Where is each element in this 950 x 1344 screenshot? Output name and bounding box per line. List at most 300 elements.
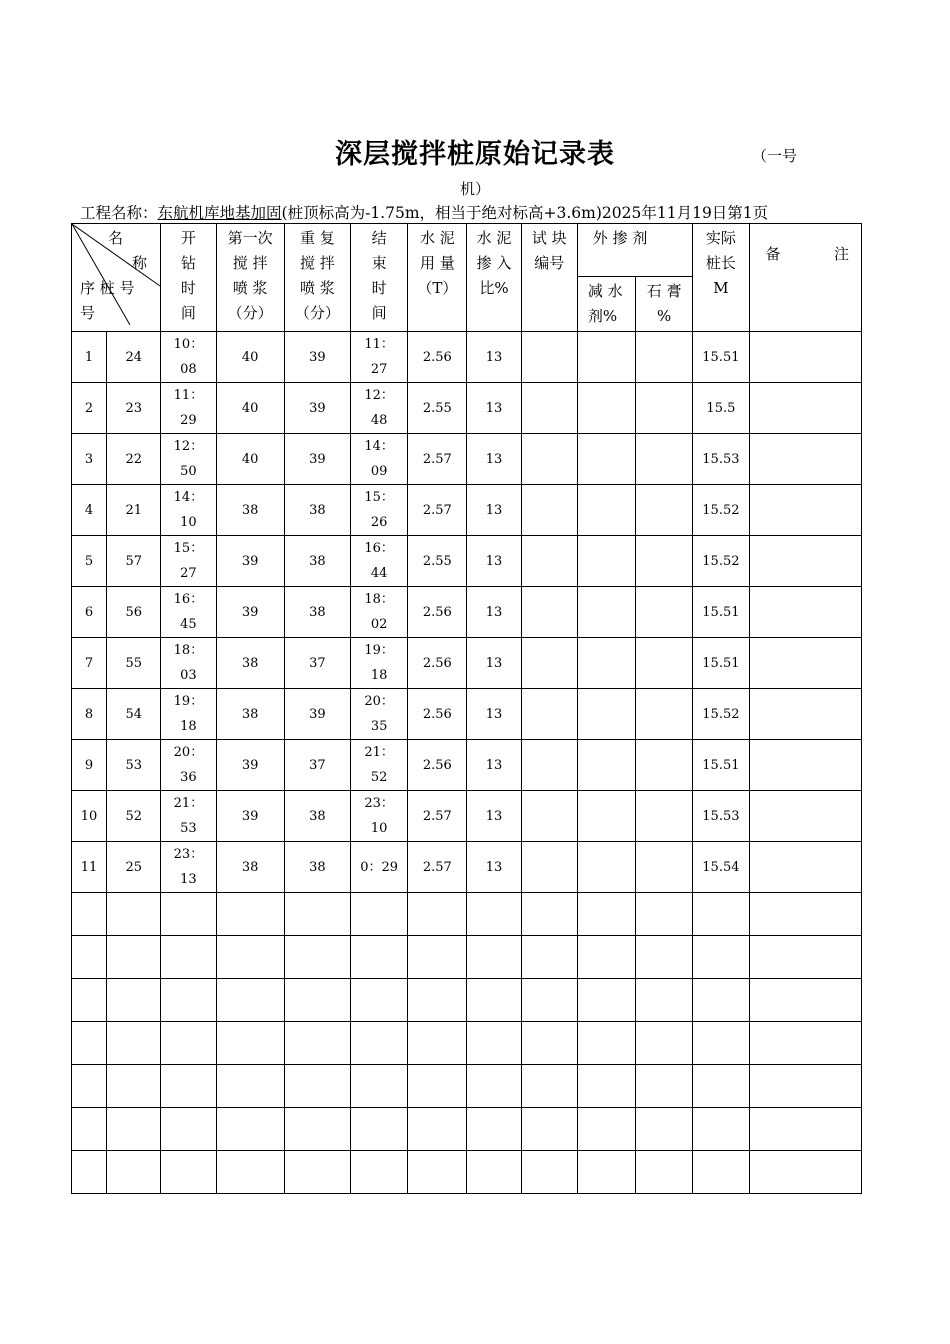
test-block-cell	[521, 587, 577, 638]
pile-number-cell: 22	[107, 434, 161, 485]
empty-cell	[749, 1151, 862, 1194]
header-text: 结	[371, 229, 387, 247]
header-first-mix	[216, 224, 284, 332]
pile-length-cell: 15.51	[693, 587, 749, 638]
end-time-cell	[351, 485, 408, 536]
header-text: （分）	[294, 304, 340, 322]
empty-cell	[216, 979, 284, 1022]
empty-row	[72, 936, 862, 979]
empty-cell	[72, 979, 107, 1022]
water-reducer-cell	[577, 536, 635, 587]
time-part: 18	[180, 719, 197, 734]
start-time-cell	[161, 587, 216, 638]
first-mix-cell: 38	[216, 842, 284, 893]
start-time-cell	[161, 383, 216, 434]
repeat-mix-cell: 39	[284, 689, 350, 740]
record-table	[71, 223, 862, 1194]
empty-cell	[107, 893, 161, 936]
start-time-cell	[161, 842, 216, 893]
empty-cell	[161, 1108, 216, 1151]
cement-amount-cell: 2.56	[408, 587, 467, 638]
time-part: 14：	[364, 439, 394, 454]
time-part: 29	[180, 413, 197, 428]
empty-cell	[693, 1022, 749, 1065]
header-remark	[749, 224, 862, 332]
empty-cell	[749, 979, 862, 1022]
time-part: 18：	[364, 592, 394, 607]
test-block-cell	[521, 689, 577, 740]
empty-cell	[284, 979, 350, 1022]
empty-cell	[107, 936, 161, 979]
empty-cell	[351, 893, 408, 936]
time-part: 35	[370, 719, 388, 734]
time-part: 19：	[173, 694, 204, 709]
test-block-cell	[521, 485, 577, 536]
empty-cell	[72, 1065, 107, 1108]
end-time-cell	[351, 383, 408, 434]
header-text: 束	[371, 254, 387, 272]
end-time-cell	[351, 791, 408, 842]
first-mix-cell: 39	[216, 791, 284, 842]
empty-cell	[216, 1108, 284, 1151]
end-time-cell	[351, 638, 408, 689]
seq-cell: 3	[72, 434, 107, 485]
empty-cell	[72, 936, 107, 979]
pile-length-cell: 15.51	[693, 332, 749, 383]
repeat-mix-cell: 38	[284, 536, 350, 587]
time-part: 18：	[173, 643, 204, 658]
empty-cell	[467, 936, 521, 979]
repeat-mix-cell: 38	[284, 587, 350, 638]
empty-cell	[636, 1108, 693, 1151]
table-row	[72, 332, 862, 383]
header-repeat-mix	[284, 224, 350, 332]
test-block-cell	[521, 842, 577, 893]
header-pile-length	[693, 224, 749, 332]
remark-cell	[749, 842, 862, 893]
empty-cell	[216, 1151, 284, 1194]
header-text: 时	[180, 279, 196, 297]
end-time-cell	[351, 332, 408, 383]
header-test-block	[521, 224, 577, 332]
empty-cell	[408, 1151, 467, 1194]
empty-cell	[161, 1151, 216, 1194]
header-text: %	[657, 307, 672, 325]
time-part: 13	[180, 872, 197, 887]
header-text: 石 膏	[646, 282, 682, 300]
empty-cell	[467, 1151, 521, 1194]
pile-number-cell: 55	[107, 638, 161, 689]
gypsum-cell	[636, 332, 693, 383]
cement-ratio-cell: 13	[467, 332, 521, 383]
empty-cell	[521, 1151, 577, 1194]
header-ming: 名	[108, 229, 124, 247]
pile-number-cell: 54	[107, 689, 161, 740]
empty-cell	[521, 936, 577, 979]
project-suffix: (桩顶标高为-1.75m，相当于绝对标高+3.6m)2025年11月19日第1页	[281, 204, 769, 222]
header-start-time	[161, 224, 216, 332]
empty-cell	[467, 1065, 521, 1108]
empty-cell	[693, 979, 749, 1022]
header-text: 备	[765, 245, 781, 263]
time-part: 11：	[364, 337, 394, 352]
water-reducer-cell	[577, 434, 635, 485]
first-mix-cell: 40	[216, 332, 284, 383]
pile-number-cell: 23	[107, 383, 161, 434]
header-text: 比%	[479, 279, 509, 297]
pile-length-cell: 15.54	[693, 842, 749, 893]
time-part: 12：	[173, 439, 204, 454]
seq-cell: 8	[72, 689, 107, 740]
cement-ratio-cell: 13	[467, 536, 521, 587]
header-cement-ratio	[467, 224, 521, 332]
gypsum-cell	[636, 536, 693, 587]
test-block-cell	[521, 383, 577, 434]
header-text: 喷 浆	[232, 279, 268, 297]
empty-row	[72, 893, 862, 936]
start-time-cell	[161, 791, 216, 842]
empty-cell	[577, 1151, 635, 1194]
cement-ratio-cell: 13	[467, 587, 521, 638]
header-text: 间	[371, 304, 387, 322]
time-part: 27	[370, 362, 388, 377]
pile-number-cell: 52	[107, 791, 161, 842]
remark-cell	[749, 689, 862, 740]
cement-ratio-cell: 13	[467, 434, 521, 485]
seq-cell: 10	[72, 791, 107, 842]
empty-cell	[216, 1065, 284, 1108]
empty-cell	[749, 1022, 862, 1065]
end-time-cell	[351, 536, 408, 587]
empty-cell	[749, 936, 862, 979]
time-part: 16：	[364, 541, 394, 556]
cement-amount-cell: 2.57	[408, 434, 467, 485]
time-part: 15：	[364, 490, 394, 505]
seq-cell: 7	[72, 638, 107, 689]
repeat-mix-cell: 38	[284, 485, 350, 536]
time-part: 16：	[173, 592, 204, 607]
start-time-cell	[161, 689, 216, 740]
empty-cell	[161, 893, 216, 936]
empty-cell	[408, 936, 467, 979]
header-text: 开	[180, 229, 196, 247]
header-gypsum	[636, 277, 693, 332]
header-admixture: 外 掺 剂	[577, 224, 692, 277]
empty-cell	[284, 936, 350, 979]
cement-ratio-cell: 13	[467, 689, 521, 740]
cement-amount-cell: 2.55	[408, 383, 467, 434]
header-text: M	[713, 279, 729, 297]
seq-cell: 2	[72, 383, 107, 434]
table-row	[72, 740, 862, 791]
repeat-mix-cell: 37	[284, 740, 350, 791]
time-part: 03	[180, 668, 197, 683]
time-part: 10	[370, 821, 388, 836]
empty-cell	[284, 1065, 350, 1108]
water-reducer-cell	[577, 638, 635, 689]
time-part: 50	[180, 464, 197, 479]
cement-amount-cell: 2.56	[408, 332, 467, 383]
empty-cell	[467, 893, 521, 936]
machine-label-cont: 机）	[460, 180, 491, 198]
cement-amount-cell: 2.57	[408, 791, 467, 842]
first-mix-cell: 40	[216, 383, 284, 434]
time-part: 53	[180, 821, 197, 836]
cement-amount-cell: 2.57	[408, 485, 467, 536]
time-part: 10	[180, 515, 197, 530]
table-row	[72, 383, 862, 434]
empty-row	[72, 1022, 862, 1065]
pile-length-cell: 15.51	[693, 638, 749, 689]
header-text: 用 量	[419, 254, 455, 272]
empty-cell	[636, 936, 693, 979]
empty-cell	[216, 936, 284, 979]
header-text: 实际	[705, 229, 736, 247]
empty-cell	[72, 893, 107, 936]
table-row	[72, 536, 862, 587]
pile-number-cell: 24	[107, 332, 161, 383]
cement-ratio-cell: 13	[467, 638, 521, 689]
time-part: 14：	[173, 490, 204, 505]
time-part: 09	[370, 464, 388, 479]
time-part: 12：	[364, 388, 394, 403]
gypsum-cell	[636, 587, 693, 638]
table-row	[72, 791, 862, 842]
empty-cell	[284, 1022, 350, 1065]
empty-cell	[351, 979, 408, 1022]
end-time-cell	[351, 587, 408, 638]
empty-cell	[521, 1108, 577, 1151]
first-mix-cell: 38	[216, 689, 284, 740]
pile-length-cell: 15.52	[693, 689, 749, 740]
header-text: 第一次	[227, 229, 273, 247]
start-time-cell	[161, 434, 216, 485]
empty-cell	[284, 1151, 350, 1194]
time-part: 18	[370, 668, 388, 683]
repeat-mix-cell: 38	[284, 842, 350, 893]
pile-number-cell: 21	[107, 485, 161, 536]
header-hao: 号	[80, 304, 96, 322]
header-text: 桩长	[705, 254, 736, 272]
empty-cell	[577, 1108, 635, 1151]
empty-cell	[161, 1065, 216, 1108]
empty-cell	[636, 893, 693, 936]
repeat-mix-cell: 39	[284, 434, 350, 485]
empty-cell	[467, 1022, 521, 1065]
test-block-cell	[521, 638, 577, 689]
empty-cell	[636, 979, 693, 1022]
end-time-cell	[351, 740, 408, 791]
header-cement-amount	[408, 224, 467, 332]
gypsum-cell	[636, 791, 693, 842]
cement-amount-cell: 2.56	[408, 740, 467, 791]
empty-cell	[467, 1108, 521, 1151]
table-row	[72, 485, 862, 536]
header-text: 编号	[534, 254, 565, 272]
header-text: 间	[180, 304, 196, 322]
empty-cell	[107, 1022, 161, 1065]
table-row	[72, 587, 862, 638]
cement-ratio-cell: 13	[467, 740, 521, 791]
empty-cell	[521, 1022, 577, 1065]
table-row	[72, 842, 862, 893]
empty-cell	[284, 1108, 350, 1151]
empty-cell	[351, 1151, 408, 1194]
remark-cell	[749, 740, 862, 791]
seq-cell: 4	[72, 485, 107, 536]
header-text: （分）	[227, 304, 273, 322]
empty-cell	[577, 979, 635, 1022]
cement-ratio-cell: 13	[467, 485, 521, 536]
time-part: 19：	[364, 643, 394, 658]
project-name: 东航机库地基加固	[157, 204, 282, 222]
empty-cell	[408, 893, 467, 936]
header-text: 搅 拌	[300, 254, 335, 272]
pile-number-cell: 25	[107, 842, 161, 893]
gypsum-cell	[636, 638, 693, 689]
empty-row	[72, 979, 862, 1022]
cement-ratio-cell: 13	[467, 842, 521, 893]
end-time-cell	[351, 434, 408, 485]
time-part: 20：	[364, 694, 394, 709]
pile-length-cell: 15.51	[693, 740, 749, 791]
gypsum-cell	[636, 689, 693, 740]
empty-cell	[351, 1022, 408, 1065]
time-part: 21：	[173, 796, 204, 811]
empty-cell	[693, 893, 749, 936]
first-mix-cell: 39	[216, 740, 284, 791]
empty-cell	[693, 936, 749, 979]
time-part: 23：	[173, 847, 204, 862]
table-row	[72, 434, 862, 485]
empty-cell	[161, 1022, 216, 1065]
empty-cell	[107, 1151, 161, 1194]
empty-cell	[216, 893, 284, 936]
empty-cell	[521, 979, 577, 1022]
empty-cell	[72, 1022, 107, 1065]
pile-number-cell: 53	[107, 740, 161, 791]
remark-cell	[749, 383, 862, 434]
time-part: 23：	[364, 796, 394, 811]
pile-number-cell: 56	[107, 587, 161, 638]
empty-cell	[216, 1022, 284, 1065]
empty-cell	[107, 1108, 161, 1151]
empty-cell	[72, 1108, 107, 1151]
time-part: 26	[370, 515, 388, 530]
water-reducer-cell	[577, 332, 635, 383]
pile-number-cell: 57	[107, 536, 161, 587]
header-name-seq-pile	[72, 224, 161, 332]
seq-cell: 9	[72, 740, 107, 791]
header-end-time	[351, 224, 408, 332]
start-time-cell	[161, 740, 216, 791]
header-text: 喷 浆	[300, 279, 335, 297]
empty-cell	[636, 1065, 693, 1108]
test-block-cell	[521, 536, 577, 587]
header-cheng: 称	[132, 254, 148, 272]
empty-cell	[577, 1065, 635, 1108]
pile-length-cell: 15.52	[693, 536, 749, 587]
empty-cell	[693, 1108, 749, 1151]
project-prefix: 工程名称：	[80, 204, 158, 222]
test-block-cell	[521, 740, 577, 791]
cement-amount-cell: 2.56	[408, 689, 467, 740]
water-reducer-cell	[577, 791, 635, 842]
gypsum-cell	[636, 740, 693, 791]
empty-cell	[284, 893, 350, 936]
repeat-mix-cell: 37	[284, 638, 350, 689]
test-block-cell	[521, 434, 577, 485]
time-part: 15：	[173, 541, 204, 556]
gypsum-cell	[636, 434, 693, 485]
cement-amount-cell: 2.55	[408, 536, 467, 587]
time-part: 36	[180, 770, 197, 785]
empty-cell	[749, 1108, 862, 1151]
first-mix-cell: 38	[216, 485, 284, 536]
remark-cell	[749, 485, 862, 536]
cement-ratio-cell: 13	[467, 383, 521, 434]
header-text: 钻	[180, 254, 196, 272]
empty-cell	[467, 979, 521, 1022]
seq-cell: 11	[72, 842, 107, 893]
time-part: 45	[180, 617, 197, 632]
water-reducer-cell	[577, 485, 635, 536]
empty-cell	[351, 1065, 408, 1108]
water-reducer-cell	[577, 587, 635, 638]
project-line	[80, 201, 768, 223]
cement-ratio-cell: 13	[467, 791, 521, 842]
end-time-cell	[351, 689, 408, 740]
empty-cell	[577, 1022, 635, 1065]
repeat-mix-cell: 39	[284, 383, 350, 434]
remark-cell	[749, 332, 862, 383]
seq-cell: 1	[72, 332, 107, 383]
cement-amount-cell: 2.56	[408, 638, 467, 689]
repeat-mix-cell: 38	[284, 791, 350, 842]
first-mix-cell: 39	[216, 587, 284, 638]
empty-cell	[408, 979, 467, 1022]
first-mix-cell: 40	[216, 434, 284, 485]
first-mix-cell: 38	[216, 638, 284, 689]
empty-cell	[408, 1022, 467, 1065]
empty-cell	[577, 936, 635, 979]
time-part: 11：	[173, 388, 204, 403]
empty-cell	[693, 1065, 749, 1108]
start-time-cell	[161, 485, 216, 536]
empty-cell	[408, 1108, 467, 1151]
seq-cell: 5	[72, 536, 107, 587]
empty-cell	[749, 1065, 862, 1108]
empty-cell	[161, 936, 216, 979]
water-reducer-cell	[577, 842, 635, 893]
machine-label: （一号	[752, 147, 798, 165]
empty-cell	[351, 1108, 408, 1151]
water-reducer-cell	[577, 689, 635, 740]
header-water-reducer	[577, 277, 635, 332]
header-text: 试 块	[531, 229, 567, 247]
header-text: 减 水	[587, 282, 623, 300]
header-text: 注	[833, 245, 849, 263]
remark-cell	[749, 638, 862, 689]
header-text: 水 泥	[419, 229, 455, 247]
pile-length-cell: 15.5	[693, 383, 749, 434]
table-row	[72, 638, 862, 689]
time-part: 08	[180, 362, 197, 377]
header-text: 剂%	[587, 307, 618, 325]
page-title: 深层搅拌桩原始记录表	[335, 139, 615, 170]
water-reducer-cell	[577, 740, 635, 791]
empty-row	[72, 1065, 862, 1108]
